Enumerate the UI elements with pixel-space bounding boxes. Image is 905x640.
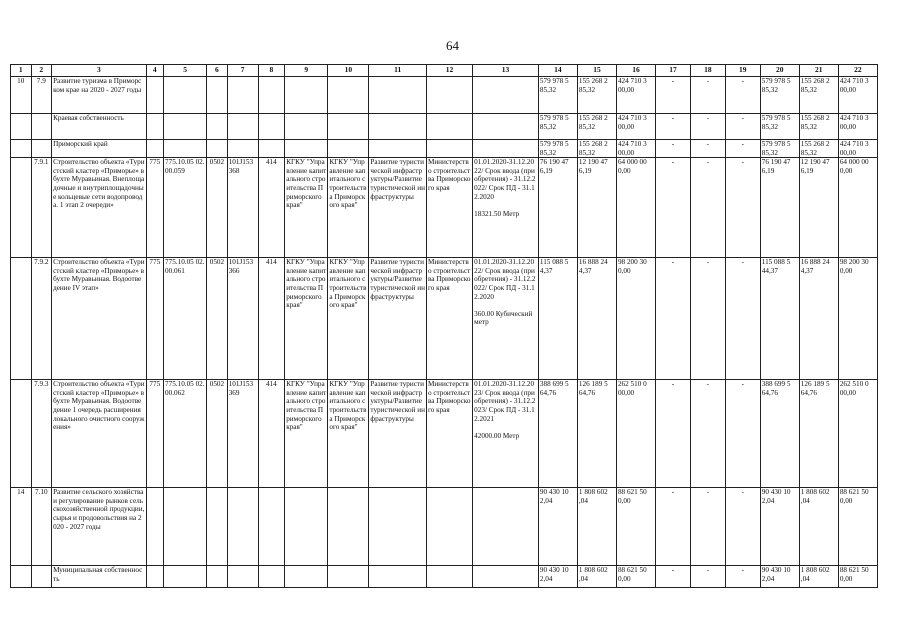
budget-table: [10, 64, 878, 588]
column-header: 22: [838, 65, 877, 77]
table-cell-col-17: -: [655, 140, 690, 158]
table-cell-col-8: [258, 488, 285, 566]
table-cell-col-5: [164, 77, 207, 114]
table-cell-col-18: -: [690, 114, 725, 140]
table-cell-col-21: 12 190 47 6,19: [799, 158, 838, 258]
table-cell-col-18: -: [690, 380, 725, 488]
column-header: 2: [31, 65, 52, 77]
table-cell-col-18: -: [690, 566, 725, 588]
table-cell-col-2: 7.9.1: [31, 158, 52, 258]
column-header: 11: [369, 65, 427, 77]
table-cell-col-7: [227, 566, 258, 588]
table-cell-col-11: Развитие туристической инфраструктуры/Развитие туристической инфраструктуры: [369, 380, 427, 488]
table-cell-col-7: [227, 140, 258, 158]
table-cell-col-13: 01.01.2020-31.12.2022/ Срок ввода (приобретения) - 31.12.2022/ Срок ПД - 31.12.2020 18321.50 Метр: [473, 158, 539, 258]
table-cell-col-11: Развитие туристической инфраструктуры/Развитие туристической инфраструктуры: [369, 158, 427, 258]
table-cell-col-14: 90 430 10 2,04: [538, 488, 577, 566]
table-cell-col-16: 424 710 3 00,00: [616, 140, 655, 158]
table-cell-col-9: [285, 488, 328, 566]
table-cell-col-21: 1 808 602 ,04: [799, 488, 838, 566]
table-cell-col-14: 579 978 5 85,32: [538, 114, 577, 140]
table-cell-col-10: [328, 566, 369, 588]
table-cell-col-18: -: [690, 488, 725, 566]
table-cell-col-4: [146, 566, 163, 588]
table-cell-col-10: КГКУ "Управление капитального строительства Приморского края": [328, 258, 369, 380]
table-cell-col-5: [164, 566, 207, 588]
table-cell-col-6: [207, 566, 228, 588]
table-cell-col-16: 88 621 50 0,00: [616, 488, 655, 566]
table-cell-col-9: КГКУ "Управление капитального строительства Приморского края": [285, 380, 328, 488]
table-cell-col-22: 98 200 30 0,00: [838, 258, 877, 380]
table-cell-col-3: Приморский край: [52, 140, 147, 158]
table-cell-col-1: [11, 158, 32, 258]
table-cell-col-11: [369, 140, 427, 158]
table-cell-col-19: -: [725, 380, 760, 488]
table-cell-col-7: [227, 114, 258, 140]
table-cell-col-7: [227, 488, 258, 566]
table-cell-col-15: 155 268 2 85,32: [577, 114, 616, 140]
column-header: 16: [616, 65, 655, 77]
table-cell-col-12: Министерство строительства Приморского края: [426, 258, 472, 380]
table-cell-col-18: -: [690, 258, 725, 380]
table-cell-col-12: Министерство строительства Приморского края: [426, 380, 472, 488]
table-cell-col-4: [146, 114, 163, 140]
table-cell-col-10: [328, 77, 369, 114]
table-cell-col-5: 775.10.05 02.00.061: [164, 258, 207, 380]
table-cell-col-14: 579 978 5 85,32: [538, 77, 577, 114]
table-cell-col-20: 579 978 5 85,32: [760, 140, 799, 158]
table-cell-col-22: 424 710 3 00,00: [838, 140, 877, 158]
table-cell-col-15: 155 268 2 85,32: [577, 140, 616, 158]
table-cell-col-7: 101J153 368: [227, 158, 258, 258]
table-cell-col-19: -: [725, 77, 760, 114]
table-cell-col-13: [473, 488, 539, 566]
table-body: [11, 65, 878, 588]
table-cell-col-9: КГКУ "Управление капитального строительства Приморского края": [285, 158, 328, 258]
table-cell-col-15: 1 808 602 ,04: [577, 566, 616, 588]
table-cell-col-20: 115 088 5 44,37: [760, 258, 799, 380]
table-cell-col-17: -: [655, 158, 690, 258]
table-cell-col-10: [328, 488, 369, 566]
header-row: [11, 65, 878, 77]
table-cell-col-17: -: [655, 566, 690, 588]
table-cell-col-22: 424 710 3 00,00: [838, 77, 877, 114]
column-header: 20: [760, 65, 799, 77]
table-cell-col-22: 64 000 00 0,00: [838, 158, 877, 258]
table-cell-col-6: [207, 488, 228, 566]
column-header: 12: [426, 65, 472, 77]
table-cell-col-9: [285, 77, 328, 114]
table-cell-col-19: -: [725, 258, 760, 380]
table-cell-col-10: [328, 140, 369, 158]
table-cell-col-2: [31, 566, 52, 588]
table-cell-col-7: 101J153 366: [227, 258, 258, 380]
table-row: [11, 77, 878, 114]
table-cell-col-22: 262 510 0 00,00: [838, 380, 877, 488]
column-header: 10: [328, 65, 369, 77]
table-cell-col-9: [285, 566, 328, 588]
table-row: [11, 140, 878, 158]
table-cell-col-12: [426, 488, 472, 566]
table-cell-col-9: КГКУ "Управление капитального строительства Приморского края": [285, 258, 328, 380]
table-cell-col-13: 01.01.2020-31.12.2022/ Срок ввода (приобретения) - 31.12.2022/ Срок ПД - 31.12.2020 360.00 Кубический метр: [473, 258, 539, 380]
table-cell-col-5: [164, 140, 207, 158]
table-cell-col-11: [369, 77, 427, 114]
table-cell-col-4: 775: [146, 380, 163, 488]
table-cell-col-14: 76 190 47 6,19: [538, 158, 577, 258]
table-cell-col-8: 414: [258, 158, 285, 258]
table-cell-col-6: [207, 140, 228, 158]
column-header: 4: [146, 65, 163, 77]
column-header: 7: [227, 65, 258, 77]
table-cell-col-17: -: [655, 488, 690, 566]
table-cell-col-11: [369, 566, 427, 588]
table-cell-col-4: 775: [146, 258, 163, 380]
table-cell-col-4: [146, 140, 163, 158]
table-cell-col-13: [473, 140, 539, 158]
table-cell-col-6: [207, 114, 228, 140]
column-header: 5: [164, 65, 207, 77]
table-cell-col-7: 101J153 369: [227, 380, 258, 488]
page-number: 64: [446, 38, 459, 53]
table-cell-col-21: 155 268 2 85,32: [799, 77, 838, 114]
table-cell-col-14: 579 978 5 85,32: [538, 140, 577, 158]
table-cell-col-9: [285, 114, 328, 140]
column-header: 3: [52, 65, 147, 77]
table-cell-col-2: 7.9.2: [31, 258, 52, 380]
table-cell-col-3: Муниципальная собственность: [52, 566, 147, 588]
table-cell-col-1: 14: [11, 488, 32, 566]
table-cell-col-20: 579 978 5 85,32: [760, 77, 799, 114]
table-cell-col-11: [369, 488, 427, 566]
table-cell-col-3: Строительство объекта «Туристский кластер «Приморье» в бухте Муравьиная. Водоотведение 1 очередь расширения локального очистного сооружения»: [52, 380, 147, 488]
table-cell-col-16: 88 621 50 0,00: [616, 566, 655, 588]
table-cell-col-20: 388 699 5 64,76: [760, 380, 799, 488]
table-cell-col-15: 1 808 602 ,04: [577, 488, 616, 566]
table-cell-col-21: 16 888 24 4,37: [799, 258, 838, 380]
table-cell-col-12: Министерство строительства Приморского края: [426, 158, 472, 258]
table-cell-col-21: 126 189 5 64,76: [799, 380, 838, 488]
column-header: 9: [285, 65, 328, 77]
table-cell-col-5: [164, 488, 207, 566]
table-cell-col-4: 775: [146, 158, 163, 258]
table-cell-col-1: 10: [11, 77, 32, 114]
table-cell-col-6: [207, 77, 228, 114]
table-cell-col-22: 88 621 50 0,00: [838, 488, 877, 566]
table-cell-col-19: -: [725, 566, 760, 588]
table-cell-col-1: [11, 566, 32, 588]
table-cell-col-2: [31, 140, 52, 158]
table-cell-col-3: Строительство объекта «Туристский кластер «Приморье» в бухте Муравьиная. Водоотведение IV этап»: [52, 258, 147, 380]
table-cell-col-8: 414: [258, 258, 285, 380]
table-cell-col-19: -: [725, 158, 760, 258]
column-header: 13: [473, 65, 539, 77]
table-row: [11, 488, 878, 566]
table-cell-col-13: [473, 114, 539, 140]
table-cell-col-21: 1 808 602 ,04: [799, 566, 838, 588]
table-cell-col-9: [285, 140, 328, 158]
table-row: [11, 114, 878, 140]
column-header: 1: [11, 65, 32, 77]
table-cell-col-3: Строительство объекта «Туристский кластер «Приморье» в бухте Муравьиная. Внеплощадочные и внутриплощадочные кольцевые сети водопровода. 1 этап 2 очереди»: [52, 158, 147, 258]
table-cell-col-5: 775.10.05 02.00.059: [164, 158, 207, 258]
table-cell-col-14: 388 699 5 64,76: [538, 380, 577, 488]
table-cell-col-17: -: [655, 258, 690, 380]
column-header: 21: [799, 65, 838, 77]
table-cell-col-18: -: [690, 77, 725, 114]
column-header: 15: [577, 65, 616, 77]
table-cell-col-14: 90 430 10 2,04: [538, 566, 577, 588]
table-cell-col-8: [258, 566, 285, 588]
table-cell-col-5: [164, 114, 207, 140]
table-cell-col-3: Краевая собственность: [52, 114, 147, 140]
table-cell-col-12: [426, 114, 472, 140]
table-cell-col-20: 90 430 10 2,04: [760, 566, 799, 588]
column-header: 6: [207, 65, 228, 77]
table-cell-col-17: -: [655, 77, 690, 114]
table-cell-col-3: Развитие туризма в Приморском крае на 2020 - 2027 годы: [52, 77, 147, 114]
table-cell-col-4: [146, 77, 163, 114]
table-cell-col-16: 64 000 00 0,00: [616, 158, 655, 258]
table-row: [11, 566, 878, 588]
table-cell-col-15: 126 189 5 64,76: [577, 380, 616, 488]
table-cell-col-3: Развитие сельского хозяйства и регулирование рынков сельскохозяйственной продукции, сырья и продовольствия на 2020 - 2027 годы: [52, 488, 147, 566]
table-cell-col-2: 7.10: [31, 488, 52, 566]
table-cell-col-12: [426, 566, 472, 588]
table-cell-col-13: [473, 566, 539, 588]
table-cell-col-1: [11, 258, 32, 380]
table-cell-col-15: 12 190 47 6,19: [577, 158, 616, 258]
table-cell-col-14: 115 088 5 4,37: [538, 258, 577, 380]
table-cell-col-10: [328, 114, 369, 140]
table-cell-col-10: КГКУ "Управление капитального строительства Приморского края": [328, 380, 369, 488]
table-cell-col-13: 01.01.2020-31.12.2023/ Срок ввода (приобретения) - 31.12.2023/ Срок ПД - 31.12.2021 42000.00 Метр: [473, 380, 539, 488]
column-header: 19: [725, 65, 760, 77]
table-cell-col-12: [426, 77, 472, 114]
table-cell-col-16: 262 510 0 00,00: [616, 380, 655, 488]
table-cell-col-5: 775.10.05 02.00.062: [164, 380, 207, 488]
table-cell-col-19: -: [725, 488, 760, 566]
table-cell-col-20: 579 978 5 85,32: [760, 114, 799, 140]
table-cell-col-21: 155 268 2 85,32: [799, 114, 838, 140]
table-cell-col-1: [11, 380, 32, 488]
table-cell-col-10: КГКУ "Управление капитального строительства Приморского края": [328, 158, 369, 258]
table-cell-col-19: -: [725, 140, 760, 158]
table-cell-col-6: 0502: [207, 158, 228, 258]
table-cell-col-18: -: [690, 158, 725, 258]
table-cell-col-8: [258, 77, 285, 114]
table-cell-col-22: 88 621 50 0,00: [838, 566, 877, 588]
table-cell-col-20: 76 190 47 6,19: [760, 158, 799, 258]
table-cell-col-12: [426, 140, 472, 158]
column-header: 8: [258, 65, 285, 77]
table-cell-col-1: [11, 140, 32, 158]
table-cell-col-8: [258, 114, 285, 140]
table-cell-col-8: [258, 140, 285, 158]
table-cell-col-8: 414: [258, 380, 285, 488]
table-cell-col-11: Развитие туристической инфраструктуры/Развитие туристической инфраструктуры: [369, 258, 427, 380]
table-row: [11, 158, 878, 258]
table-cell-col-15: 16 888 24 4,37: [577, 258, 616, 380]
table-cell-col-21: 155 268 2 85,32: [799, 140, 838, 158]
table-cell-col-16: 98 200 30 0,00: [616, 258, 655, 380]
table-cell-col-6: 0502: [207, 258, 228, 380]
table-cell-col-18: -: [690, 140, 725, 158]
table-cell-col-17: -: [655, 114, 690, 140]
table-row: [11, 380, 878, 488]
table-cell-col-15: 155 268 2 85,32: [577, 77, 616, 114]
column-header: 18: [690, 65, 725, 77]
table-cell-col-2: 7.9.3: [31, 380, 52, 488]
table-cell-col-4: [146, 488, 163, 566]
table-cell-col-11: [369, 114, 427, 140]
table-cell-col-16: 424 710 3 00,00: [616, 114, 655, 140]
table-cell-col-19: -: [725, 114, 760, 140]
table-cell-col-2: [31, 114, 52, 140]
table-cell-col-13: [473, 77, 539, 114]
column-header: 17: [655, 65, 690, 77]
table-cell-col-20: 90 430 10 2,04: [760, 488, 799, 566]
table-cell-col-2: 7.9: [31, 77, 52, 114]
table-cell-col-6: 0502: [207, 380, 228, 488]
table-cell-col-22: 424 710 3 00,00: [838, 114, 877, 140]
table-cell-col-17: -: [655, 380, 690, 488]
table-cell-col-1: [11, 114, 32, 140]
table-cell-col-16: 424 710 3 00,00: [616, 77, 655, 114]
table-row: [11, 258, 878, 380]
table-cell-col-7: [227, 77, 258, 114]
column-header: 14: [538, 65, 577, 77]
